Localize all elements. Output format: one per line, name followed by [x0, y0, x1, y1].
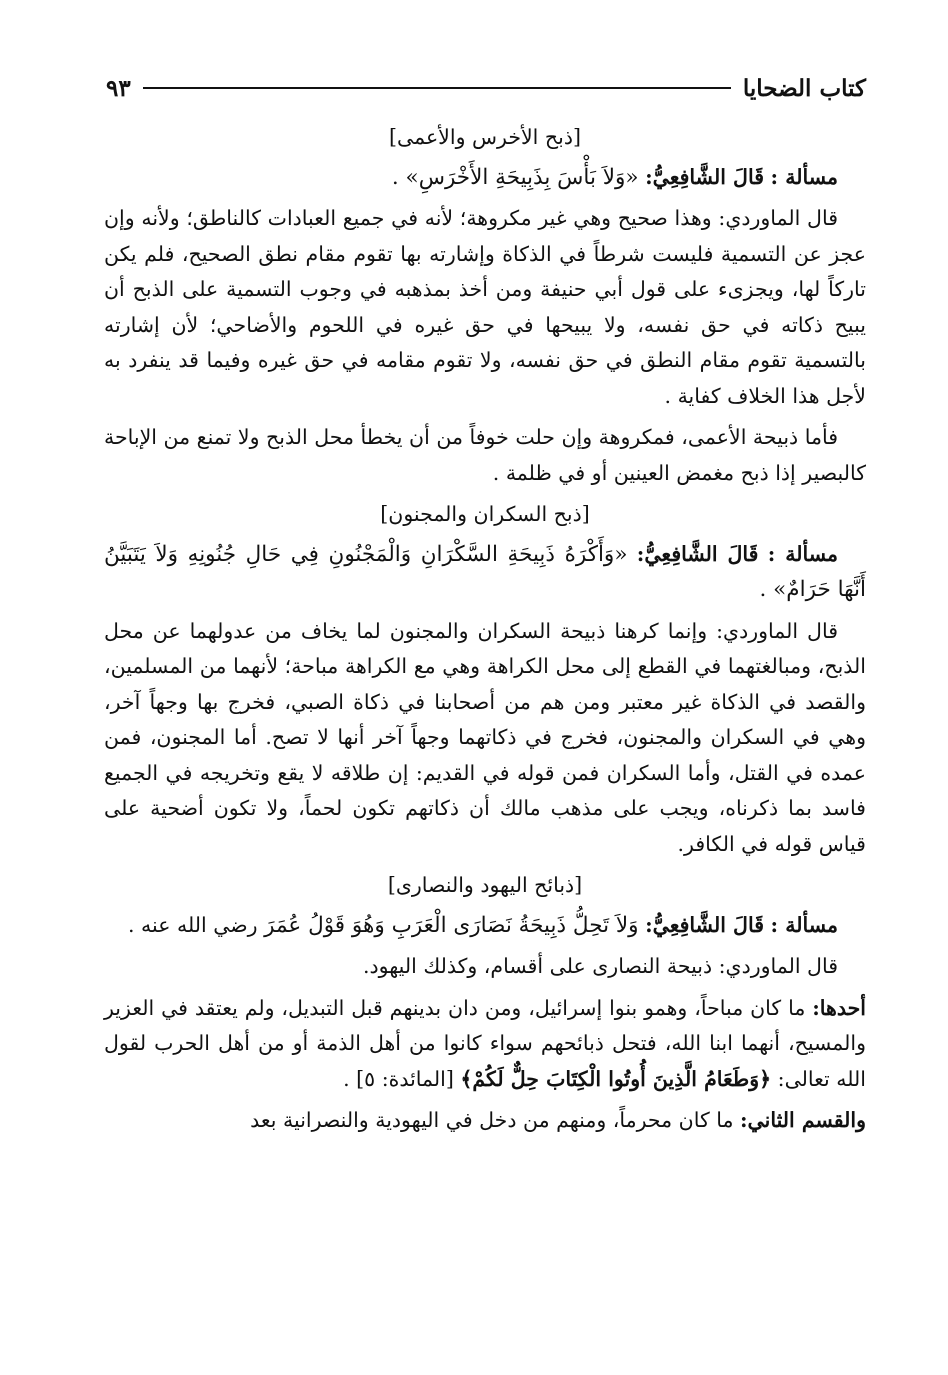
- page-content: [104, 118, 866, 1145]
- paragraph: قال الماوردي: ذبيحة النصارى على أقسام، وكذلك اليهود.: [362, 954, 838, 978]
- quran-ayah: ﴿وَطَعَامُ الَّذِينَ أُوتُوا الْكِتَابَ حِلٌّ لَكُمْ﴾: [460, 1066, 772, 1091]
- masala-label: مسألة :: [770, 164, 838, 189]
- header-rule: [143, 87, 731, 89]
- paragraph: فأما ذبيحة الأعمى، فمكروهة وإن حلت خوفاً من أن يخطأ محل الذبح ولا تمنع من الإباحة كالبصير إذا ذبح مغمض العينين أو في ظلمة .: [104, 425, 866, 485]
- paragraph: [104, 1103, 866, 1139]
- paragraph-text: ما كان مباحاً، وهمو بنوا إسرائيل، ومن دان بدينهم قبل التبديل، ولم يعتقد في العزير والمسيح، أنهما ابنا الله، فتحل ذبائحهم سواء كانوا من أهل الذمة أو من أهل الحرب لقول الله تعالى:: [104, 995, 866, 1091]
- page-number: ٩٣: [106, 74, 131, 102]
- masala-statement: [104, 908, 866, 944]
- book-title: كتاب الضحايا: [742, 74, 866, 102]
- paragraph: قال الماوردي: وهذا صحيح وهي غير مكروهة؛ لأنه في جميع العبادات كالناطق؛ ولأنه وإن عجز عن التسمية فليست شرطاً في الذكاة وإشارته بها تقوم مقام نطق الصحيح، فلم يكن تاركاً لها، ويجزىء على قول أبي حنيفة ومن أخذ بمذهبه في وجوب التسمية على الذبح أن يبيح ذكاته في حق نفسه، ولا يبيحها في حق غيره في اللحوم والأضاحي؛ لأن إشارته بالتسمية تقوم مقام النطق في حق نفسه، ولا تقوم مقامه في حق غيره وفيما قد ينفرد به لأجل هذا الخلاف كفاية .: [104, 206, 866, 408]
- masala-label: مسألة :: [770, 912, 838, 937]
- imam-attribution: قَالَ الشَّافِعِيُّ:: [636, 541, 759, 566]
- masala-statement: [104, 160, 866, 196]
- imam-quote: «وَأَكْرَهُ ذَبِيحَةِ السَّكْرَانِ وَالْمَجْنُونِ فِي حَالِ جُنُونِهِ وَلاَ يَتَبَيَّنُ أَنَّهَا حَرَامٌ» .: [104, 541, 866, 602]
- paragraph-text: ما كان محرماً، ومنهم من دخل في اليهودية والنصرانية بعد: [250, 1108, 734, 1132]
- paragraph-lead: أحدها:: [812, 995, 866, 1020]
- imam-attribution: قَالَ الشَّافِعِيُّ:: [645, 164, 764, 189]
- quote-tail: رضي الله عنه .: [128, 912, 258, 937]
- section-heading: [ذبح الأخرس والأعمى]: [389, 125, 581, 149]
- ayah-reference: [المائدة: ٥] .: [343, 1066, 454, 1091]
- masala-label: مسألة :: [767, 541, 838, 566]
- imam-quote: «وَلاَ بَأْسَ بِذَبِيحَةِ الأَخْرَسِ» .: [391, 164, 639, 190]
- paragraph-lead: والقسم الثاني:: [739, 1108, 866, 1132]
- section-heading: [ذبائح اليهود والنصارى]: [387, 873, 583, 897]
- masala-statement: [104, 537, 866, 608]
- imam-quote: وَلاَ تَحِلُّ ذَبِيحَةُ نَصَارَى الْعَرَبِ وَهُوَ قَوْلُ عُمَرَ: [264, 912, 639, 938]
- paragraph: قال الماوردي: وإنما كرهنا ذبيحة السكران والمجنون لما يخاف من عدولهما عن محل الذبح، ومبالغتهما في القطع إلى محل الكراهة وهي مع الكراهة مباحة؛ لأنهما من المسلمين، والقصد في الذكاة غير معتبر ومن هم من أصحابنا في ذكاة الصبي، فخرج بها وجهاً آخر، وهي في السكران والمجنون، فخرج في ذكاتهما وجهاً آخر أنها لا تصح. أما المجنون، فمن عمده في القتل، وأما السكران فمن قوله في القديم: إن طلاقه لا يقع وتخريجه في الجميع فاسد بما ذكرناه، ويجب على مذهب مالك أن ذكاتهم تكون لحماً، ولا تكون أضحية على قياس قوله في الكافر.: [104, 618, 866, 856]
- paragraph: [104, 991, 866, 1098]
- section-heading: [ذبح السكران والمجنون]: [380, 502, 590, 526]
- imam-attribution: قَالَ الشَّافِعِيُّ:: [645, 912, 764, 937]
- page-header: [106, 68, 866, 108]
